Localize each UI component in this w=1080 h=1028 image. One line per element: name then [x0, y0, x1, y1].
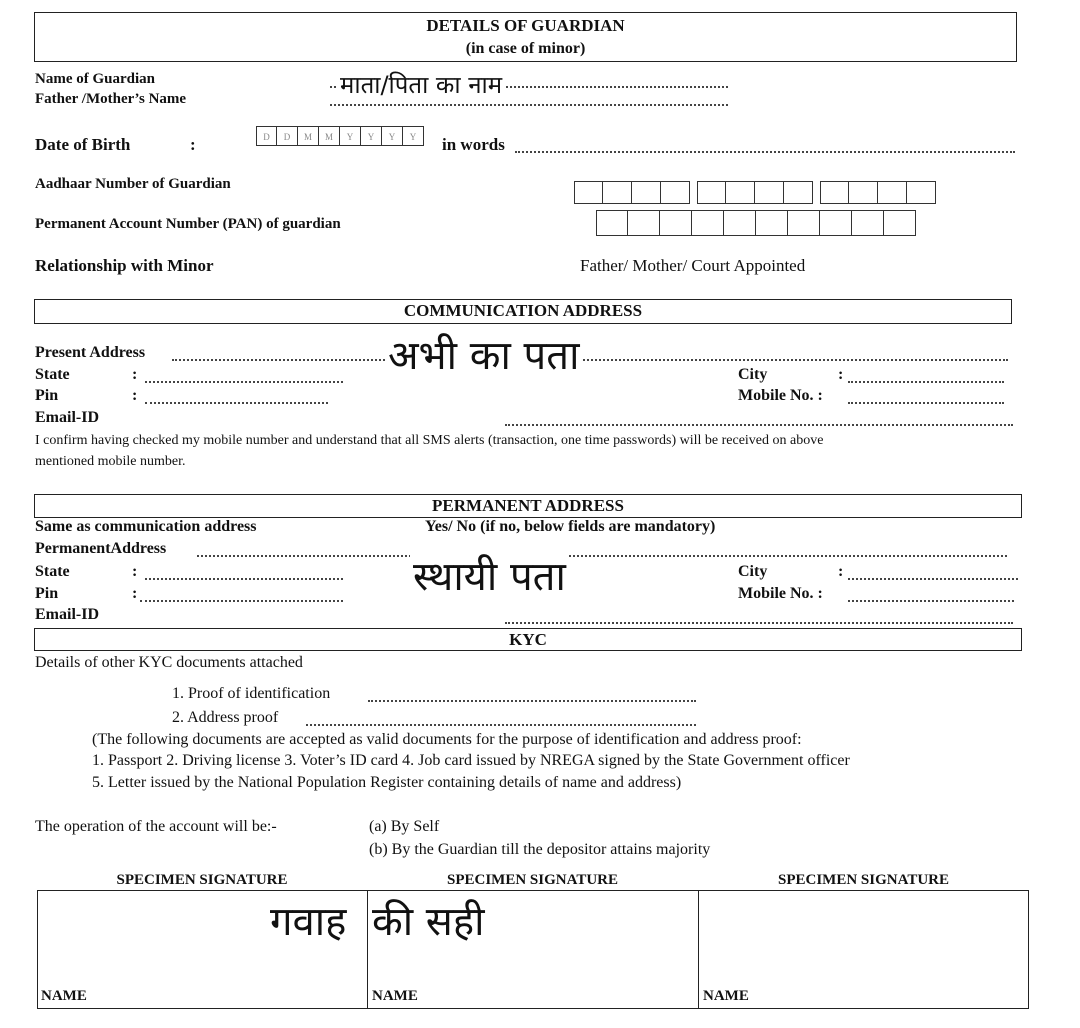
- perm-email-label: Email-ID: [35, 606, 99, 623]
- perm-pin-label: Pin: [35, 585, 59, 602]
- kyc-note-1: (The following documents are accepted as valid documents for the purpose of identification and address proof:: [92, 731, 802, 748]
- operation-option-b[interactable]: (b) By the Guardian till the depositor attains majority: [369, 841, 711, 858]
- pan-cell[interactable]: [660, 210, 692, 236]
- dob-cell[interactable]: Y: [361, 126, 382, 146]
- aadhaar-group-3[interactable]: [820, 181, 936, 204]
- comm-email-line[interactable]: [505, 424, 1013, 426]
- communication-title: COMMUNICATION ADDRESS: [403, 301, 643, 320]
- kyc-item-2-line[interactable]: [306, 724, 696, 726]
- comm-pin-label: Pin: [35, 387, 59, 404]
- permanent-address-label: PermanentAddress: [35, 540, 167, 557]
- aadhaar-cell[interactable]: [907, 181, 936, 204]
- guardian-parent-name-label: Father /Mother’s Name: [35, 91, 187, 107]
- kyc-item-2: 2. Address proof: [172, 709, 279, 726]
- aadhaar-cell[interactable]: [574, 181, 603, 204]
- present-address-label: Present Address: [35, 344, 146, 361]
- perm-state-colon: :: [132, 563, 138, 580]
- pan-cell[interactable]: [628, 210, 660, 236]
- aadhaar-cell[interactable]: [726, 181, 755, 204]
- dob-label: Date of Birth: [35, 135, 131, 154]
- dob-boxes[interactable]: [256, 126, 424, 146]
- aadhaar-cell[interactable]: [661, 181, 690, 204]
- operation-label: The operation of the account will be:-: [35, 818, 277, 835]
- perm-pin-colon: :: [132, 585, 138, 602]
- aadhaar-cell[interactable]: [849, 181, 878, 204]
- comm-mobile-label: Mobile No. :: [738, 387, 823, 404]
- signature-handwritten-1: गवाह: [270, 899, 347, 945]
- aadhaar-cell[interactable]: [755, 181, 784, 204]
- guardian-title: DETAILS OF GUARDIAN: [426, 16, 625, 35]
- perm-state-label: State: [35, 563, 70, 580]
- dob-cell[interactable]: D: [256, 126, 277, 146]
- aadhaar-cell[interactable]: [784, 181, 813, 204]
- dob-cell[interactable]: M: [298, 126, 319, 146]
- signature-name-label-3: NAME: [703, 988, 749, 1004]
- aadhaar-cell[interactable]: [820, 181, 849, 204]
- present-address-handwritten: अभी का पता: [385, 331, 582, 381]
- same-as-options[interactable]: Yes/ No (if no, below fields are mandatory): [425, 518, 716, 535]
- pan-label: Permanent Account Number (PAN) of guardian: [35, 216, 341, 232]
- same-as-label: Same as communication address: [35, 518, 257, 535]
- perm-mobile-line[interactable]: [848, 600, 1014, 602]
- permanent-address-handwritten: स्थायी पता: [410, 552, 569, 602]
- perm-state-line[interactable]: [145, 578, 343, 580]
- guardian-name-label: Name of Guardian: [35, 71, 155, 87]
- comm-email-label: Email-ID: [35, 409, 99, 426]
- relationship-label: Relationship with Minor: [35, 256, 214, 275]
- dob-cell[interactable]: Y: [340, 126, 361, 146]
- aadhaar-cell[interactable]: [878, 181, 907, 204]
- permanent-title: PERMANENT ADDRESS: [432, 496, 624, 515]
- pan-cell[interactable]: [596, 210, 628, 236]
- aadhaar-label: Aadhaar Number of Guardian: [35, 176, 231, 192]
- pan-cell[interactable]: [756, 210, 788, 236]
- dob-colon: :: [190, 135, 196, 154]
- perm-mobile-label: Mobile No. :: [738, 585, 823, 602]
- dob-in-words-label: in words: [442, 135, 505, 154]
- kyc-note-2: 1. Passport 2. Driving license 3. Voter’s ID card 4. Job card issued by NREGA signed by the State Government officer: [92, 752, 850, 769]
- guardian-name-line-2[interactable]: [330, 104, 728, 106]
- comm-state-label: State: [35, 366, 70, 383]
- signature-header-1: SPECIMEN SIGNATURE: [116, 872, 288, 888]
- perm-city-line[interactable]: [848, 578, 1018, 580]
- perm-pin-line[interactable]: [140, 600, 343, 602]
- operation-option-a[interactable]: (a) By Self: [369, 818, 440, 835]
- dob-cell[interactable]: Y: [382, 126, 403, 146]
- signature-name-label-1: NAME: [41, 988, 87, 1004]
- pan-cell[interactable]: [852, 210, 884, 236]
- perm-email-line[interactable]: [505, 622, 1013, 624]
- pan-boxes[interactable]: [596, 210, 916, 236]
- pan-cell[interactable]: [884, 210, 916, 236]
- signature-header-2: SPECIMEN SIGNATURE: [447, 872, 618, 888]
- aadhaar-group-1[interactable]: [574, 181, 690, 204]
- comm-mobile-line[interactable]: [848, 402, 1004, 404]
- aadhaar-group-2[interactable]: [697, 181, 813, 204]
- kyc-note-3: 5. Letter issued by the National Population Register containing details of name and address): [92, 774, 682, 791]
- pan-cell[interactable]: [788, 210, 820, 236]
- pan-cell[interactable]: [820, 210, 852, 236]
- kyc-details-label: Details of other KYC documents attached: [35, 654, 303, 671]
- comm-city-colon: :: [838, 366, 844, 383]
- dob-in-words-line[interactable]: [515, 151, 1015, 153]
- guardian-subtitle: (in case of minor): [465, 40, 586, 57]
- dob-cell[interactable]: M: [319, 126, 340, 146]
- permanent-address-line[interactable]: [197, 555, 1007, 557]
- comm-pin-line[interactable]: [145, 402, 328, 404]
- perm-city-colon: :: [838, 563, 844, 580]
- signature-name-label-2: NAME: [372, 988, 418, 1004]
- aadhaar-cell[interactable]: [697, 181, 726, 204]
- comm-confirm-line-2: mentioned mobile number.: [35, 454, 186, 469]
- aadhaar-cell[interactable]: [632, 181, 661, 204]
- pan-cell[interactable]: [724, 210, 756, 236]
- signature-header-3: SPECIMEN SIGNATURE: [778, 872, 949, 888]
- relationship-options[interactable]: Father/ Mother/ Court Appointed: [580, 256, 806, 275]
- present-address-line[interactable]: [172, 359, 1008, 361]
- kyc-item-1-line[interactable]: [368, 700, 696, 702]
- aadhaar-cell[interactable]: [603, 181, 632, 204]
- comm-confirm-line-1: I confirm having checked my mobile number and understand that all SMS alerts (transaction, one time passwords) will be received on above: [35, 433, 824, 448]
- guardian-name-handwritten: माता/पिता का नाम: [340, 71, 503, 99]
- pan-cell[interactable]: [692, 210, 724, 236]
- comm-city-line[interactable]: [848, 381, 1004, 383]
- comm-state-colon: :: [132, 366, 138, 383]
- comm-pin-colon: :: [132, 387, 138, 404]
- comm-city-label: City: [738, 366, 768, 383]
- dob-cell[interactable]: D: [277, 126, 298, 146]
- kyc-title: KYC: [509, 630, 547, 649]
- signature-handwritten-2: की सही: [372, 899, 485, 945]
- perm-city-label: City: [738, 563, 768, 580]
- kyc-item-1: 1. Proof of identification: [172, 685, 331, 702]
- dob-cell[interactable]: Y: [403, 126, 424, 146]
- comm-state-line[interactable]: [145, 381, 343, 383]
